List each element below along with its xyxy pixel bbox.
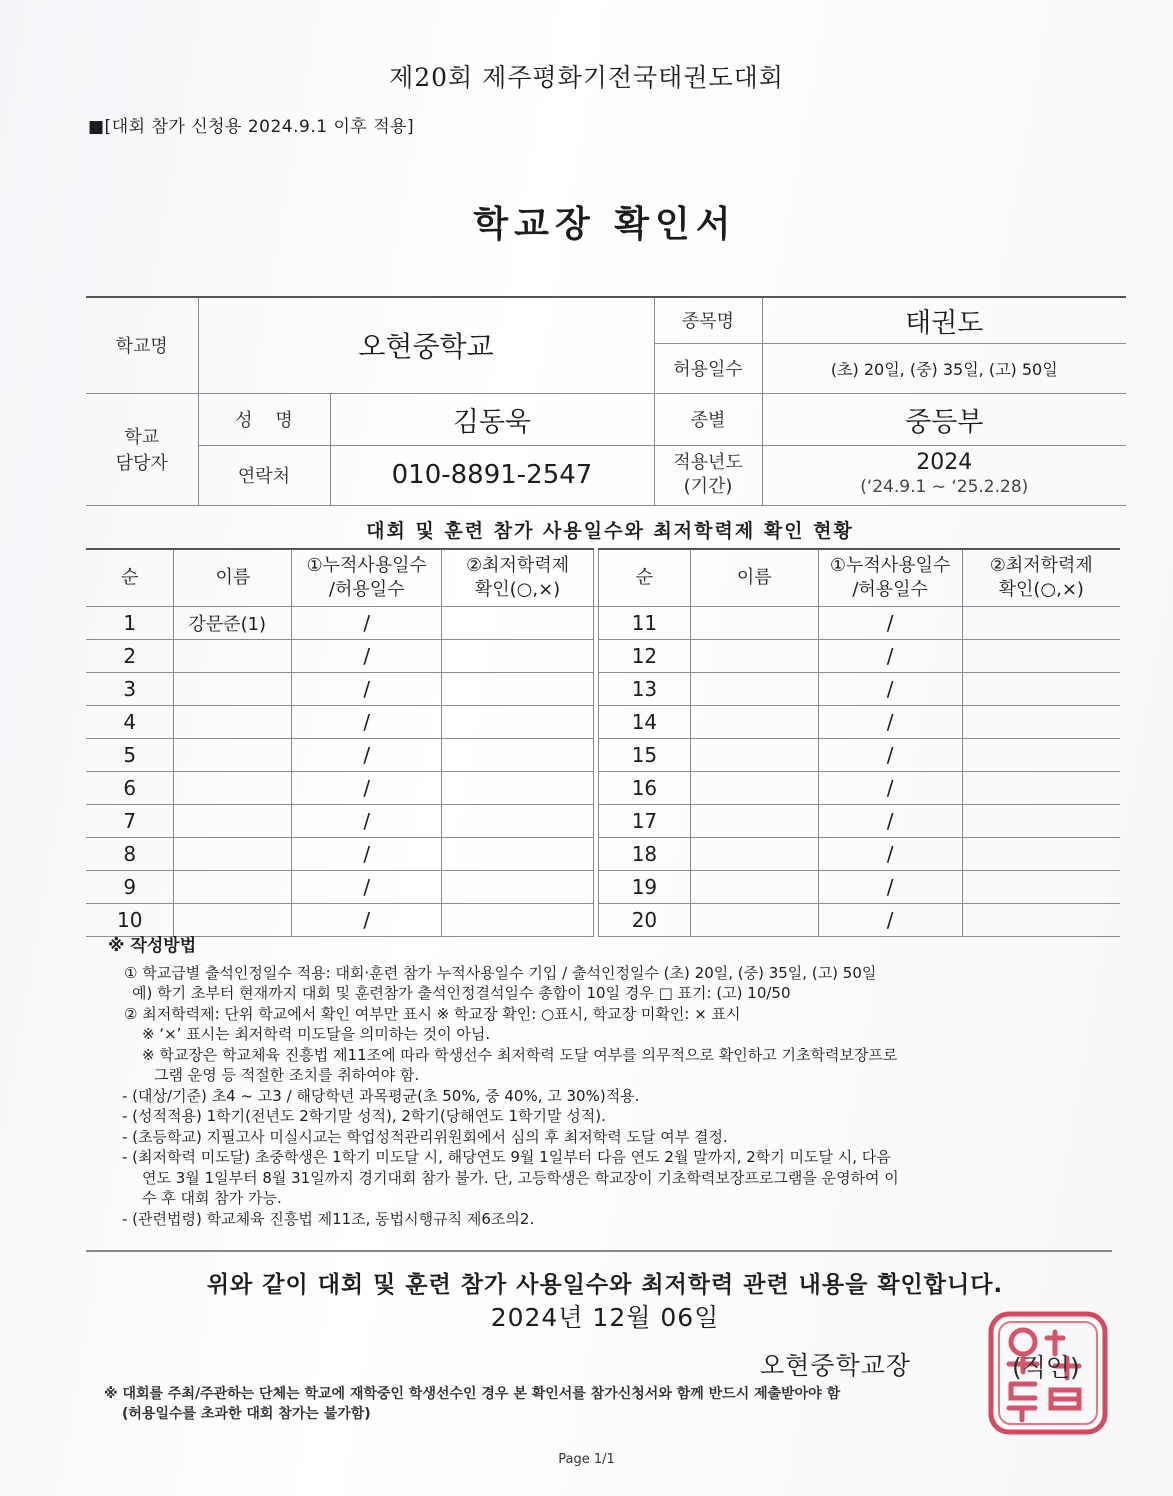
row-min-right (962, 904, 1120, 937)
school-info-table (86, 296, 1126, 506)
school-name-label: 학교명 (86, 297, 198, 393)
row-no-left: 8 (86, 838, 174, 871)
row-no-left: 5 (86, 739, 174, 772)
row-no-left: 3 (86, 673, 174, 706)
row-usage-left: / (292, 904, 442, 937)
row-name-left (174, 706, 292, 739)
row-usage-right: / (818, 607, 962, 640)
row-name-right (690, 706, 818, 739)
header-usage-left-line2: /허용일수 (328, 579, 405, 600)
row-min-left (442, 673, 594, 706)
row-min-right (962, 706, 1120, 739)
contact-value: 010-8891-2547 (330, 445, 654, 505)
header-usage-right-line2: /허용일수 (852, 579, 928, 600)
table-row (86, 673, 1120, 706)
year-value: 2024 (916, 450, 973, 475)
method-line: ② 최저학력제: 단위 학교에서 확인 여부만 표시 ※ 학교장 확인: ○표시, 학교장 미확인: × 표시 (124, 1004, 741, 1023)
method-line: - (초등학교) 지필고사 미실시교는 학업성적관리위원회에서 심의 후 최저학력 도달 여부 결정. (122, 1127, 728, 1146)
row-usage-left: / (292, 838, 442, 871)
method-line: - (성적적용) 1학기(전년도 2학기말 성적), 2학기(당해연도 1학기말 성적). (122, 1107, 606, 1125)
row-min-left (442, 871, 594, 904)
school-name-value: 오현중학교 (198, 297, 654, 393)
header-no-left: 순 (86, 549, 174, 607)
row-min-right (962, 640, 1120, 673)
row-no-right: 20 (598, 904, 690, 937)
school-manager-label-line2: 담당자 (115, 453, 168, 474)
row-usage-right: / (818, 838, 962, 871)
division-label: 종별 (654, 393, 762, 445)
manager-name-value: 김동욱 (330, 393, 654, 445)
row-min-left (442, 805, 594, 838)
table-row (86, 871, 1120, 904)
year-value-cell (762, 445, 1126, 505)
row-no-right: 11 (598, 607, 690, 640)
row-min-left (442, 640, 594, 673)
period-value: (‘24.9.1 ~ ‘25.2.28) (860, 477, 1029, 497)
row-name-left (174, 838, 292, 871)
header-min-right-line1: ②최저학력제 (989, 555, 1093, 576)
row-min-right (962, 772, 1120, 805)
row-usage-right: / (818, 871, 962, 904)
row-name-left (174, 904, 292, 937)
row-no-left: 9 (86, 871, 174, 904)
row-no-right: 15 (598, 739, 690, 772)
row-usage-right: / (818, 805, 962, 838)
method-line: - (관련법령) 학교체육 진흥법 제11조, 동법시행규칙 제6조의2. (122, 1209, 535, 1228)
row-usage-right: / (818, 772, 962, 805)
row-no-left: 7 (86, 805, 174, 838)
row-name-right (690, 607, 818, 640)
row-min-right (962, 838, 1120, 871)
method-line: 그램 운영 등 적절한 조치를 취하여야 함. (154, 1066, 420, 1084)
method-line: ※ ‘×’ 표시는 최저학력 미도달을 의미하는 것이 아님. (142, 1025, 491, 1043)
row-min-right (962, 607, 1120, 640)
row-no-left: 2 (86, 640, 174, 673)
confirmation-date: 2024년 12월 06일 (490, 1303, 720, 1332)
row-no-right: 18 (598, 838, 690, 871)
row-name-left (174, 640, 292, 673)
table-row (86, 838, 1120, 871)
application-note: ■[대회 참가 신청용 2024.9.1 이후 적용] (88, 117, 415, 137)
method-line: 연도 3월 1일부터 8월 31일까지 경기대회 참가 불가. 단, 고등학생은 학교장이 기초학력보장프로그램을 운영하여 이 (142, 1168, 899, 1187)
header-no-right: 순 (598, 549, 690, 607)
row-min-left (442, 706, 594, 739)
row-name-right (690, 673, 818, 706)
row-usage-left: / (292, 871, 442, 904)
header-usage-right (818, 549, 962, 607)
header-min-left (442, 549, 594, 607)
allowed-days-value: (초) 20일, (중) 35일, (고) 50일 (762, 343, 1126, 393)
row-name-left (174, 871, 292, 904)
header-usage-right-line1: ①누적사용일수 (829, 555, 951, 576)
year-label (654, 445, 762, 505)
school-manager-label (86, 393, 198, 505)
submission-footnote (104, 1384, 1104, 1424)
row-name-right (690, 739, 818, 772)
school-manager-label-line1: 학교 (124, 427, 160, 448)
row-min-right (962, 805, 1120, 838)
method-line: - (최저학력 미도달) 초중학생은 1학기 미도달 시, 해당연도 9월 1일부터 다음 연도 2월 말까지, 2학기 미도달 시, 다음 (122, 1148, 891, 1166)
row-usage-left: / (292, 607, 442, 640)
usage-table (86, 548, 1120, 937)
row-min-right (962, 673, 1120, 706)
page-number: Page 1/1 (558, 1452, 615, 1467)
method-line: 예) 학기 초부터 현재까지 대회 및 훈련참가 출석인정결석일수 총합이 10일 경우 □ 표기: (고) 10/50 (132, 984, 791, 1002)
contact-label: 연락처 (198, 445, 330, 505)
row-name-right (690, 904, 818, 937)
row-usage-left: / (292, 739, 442, 772)
row-usage-left: / (292, 673, 442, 706)
row-no-left: 10 (86, 904, 174, 937)
seal-placeholder-text: (직인) (1012, 1353, 1080, 1382)
row-no-left: 1 (86, 607, 174, 640)
row-min-left (442, 772, 594, 805)
row-no-right: 13 (598, 673, 690, 706)
row-min-left (442, 739, 594, 772)
header-name-left: 이름 (174, 549, 292, 607)
method-line: - (대상/기준) 초4 ~ 고3 / 해당학년 과목평균(초 50%, 중 40%, 고 30%)적용. (122, 1086, 640, 1105)
header-usage-left-line1: ①누적사용일수 (306, 555, 427, 576)
row-usage-left: / (292, 772, 442, 805)
writing-method-section (108, 936, 1068, 1229)
table-row (86, 904, 1120, 937)
row-name-right (690, 772, 818, 805)
row-no-right: 17 (598, 805, 690, 838)
usage-table-body (86, 607, 1120, 937)
row-usage-left: / (292, 805, 442, 838)
table-row (86, 706, 1120, 739)
row-usage-right: / (818, 673, 962, 706)
event-title: 제20회 제주평화기전국태권도대회 (389, 63, 784, 92)
table-row (86, 739, 1120, 772)
row-name-right (690, 640, 818, 673)
row-no-right: 14 (598, 706, 690, 739)
confirmation-statement: 위와 같이 대회 및 훈련 참가 사용일수와 최저학력 관련 내용을 확인합니다. (206, 1272, 1004, 1298)
sport-value: 태권도 (762, 297, 1126, 343)
header-min-right (962, 549, 1120, 607)
row-name-left: 강문준(1) (174, 607, 292, 640)
table-row (86, 607, 1120, 640)
method-line: 수 후 대회 참가 가능. (142, 1189, 282, 1207)
header-min-left-line1: ②최저학력제 (466, 555, 570, 576)
method-line: ※ 학교장은 학교체육 진흥법 제11조에 따라 학생선수 최저학력 도달 여부를 의무적으로 확인하고 기초학력보장프로 (142, 1045, 898, 1064)
row-usage-left: / (292, 706, 442, 739)
row-min-right (962, 739, 1120, 772)
row-no-right: 16 (598, 772, 690, 805)
row-min-left (442, 904, 594, 937)
header-min-left-line2: 확인(○,×) (474, 579, 561, 600)
row-min-left (442, 607, 594, 640)
header-min-right-line2: 확인(○,×) (998, 579, 1084, 600)
footnote-line-2: (허용일수를 초과한 대회 참가는 불가함) (122, 1406, 371, 1422)
row-name-left (174, 673, 292, 706)
row-usage-right: / (818, 706, 962, 739)
row-min-left (442, 838, 594, 871)
row-usage-right: / (818, 739, 962, 772)
year-label-line1: 적용년도 (673, 452, 743, 473)
division-value: 중등부 (762, 393, 1126, 445)
manager-name-label: 성 명 (198, 393, 330, 445)
status-section-title: 대회 및 훈련 참가 사용일수와 최저학력제 확인 현황 (366, 520, 854, 542)
row-no-right: 12 (598, 640, 690, 673)
section-divider (86, 1250, 1112, 1252)
row-name-right (690, 805, 818, 838)
table-row (86, 640, 1120, 673)
row-min-right (962, 871, 1120, 904)
row-no-left: 4 (86, 706, 174, 739)
principal-title: 오현중학교장 (760, 1351, 911, 1380)
row-usage-right: / (818, 640, 962, 673)
row-name-left (174, 805, 292, 838)
allowed-days-label: 허용일수 (654, 343, 762, 393)
footnote-line-1: ※ 대회를 주최/주관하는 단체는 학교에 재학중인 학생선수인 경우 본 확인서를 참가신청서와 함께 반드시 제출받아야 함 (104, 1386, 841, 1402)
row-name-left (174, 739, 292, 772)
table-row (86, 772, 1120, 805)
header-name-right: 이름 (690, 549, 818, 607)
table-row (86, 805, 1120, 838)
row-no-right: 19 (598, 871, 690, 904)
writing-method-heading: ※ 작성방법 (108, 936, 197, 956)
row-name-left (174, 772, 292, 805)
row-usage-left: / (292, 640, 442, 673)
document-title: 학교장 확인서 (473, 204, 737, 245)
row-no-left: 6 (86, 772, 174, 805)
year-label-line2: (기간) (683, 476, 733, 497)
header-usage-left (292, 549, 442, 607)
sport-label: 종목명 (654, 297, 762, 343)
row-name-right (690, 838, 818, 871)
row-usage-right: / (818, 904, 962, 937)
method-line: ① 학교급별 출석인정일수 적용: 대회·훈련 참가 누적사용일수 기입 / 출석인정일수 (초) 20일, (중) 35일, (고) 50일 (124, 963, 877, 982)
row-name-right (690, 871, 818, 904)
